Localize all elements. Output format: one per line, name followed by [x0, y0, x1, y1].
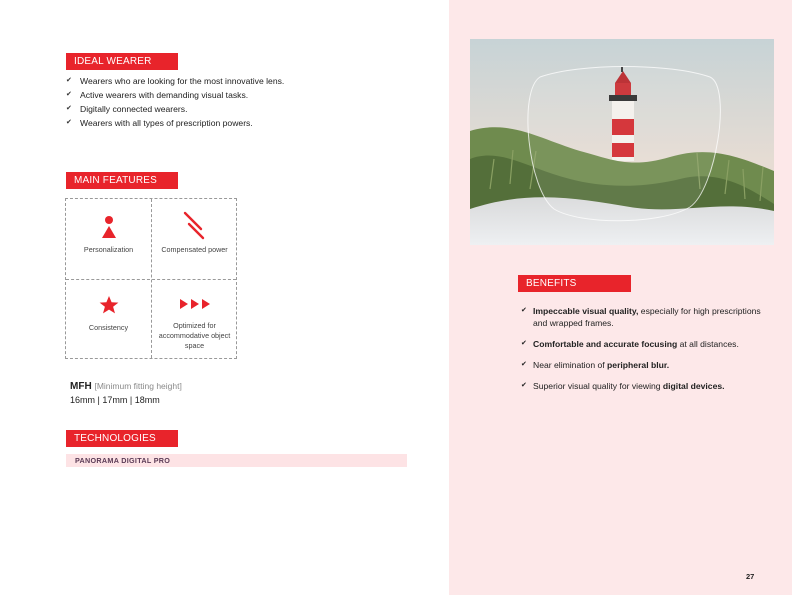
- list-item: ✔ Superior visual quality for viewing digital devices.: [521, 381, 725, 391]
- list-item: ✔ Impeccable visual quality, especially for high prescriptions and wrapped frames.: [521, 306, 761, 328]
- check-icon: ✔: [521, 340, 527, 347]
- lighthouse-photo: [470, 39, 774, 245]
- list-item: ✔ Comfortable and accurate focusing at all distances.: [521, 339, 739, 349]
- ideal-wearer-list: [66, 76, 284, 132]
- check-icon: ✔: [66, 119, 72, 126]
- feature-optimized-object-space: Optimized for accommodative object space: [152, 280, 237, 360]
- check-icon: ✔: [66, 105, 72, 112]
- compensated-power-icon: [182, 211, 206, 241]
- list-item: ✔ Near elimination of peripheral blur.: [521, 360, 670, 370]
- mfh-abbr: MFH: [70, 381, 92, 392]
- mfh-values: 16mm | 17mm | 18mm: [70, 395, 160, 405]
- check-icon: ✔: [521, 361, 527, 368]
- feature-compensated-power: Compensated power: [152, 199, 237, 279]
- lighthouse-image: [470, 39, 774, 245]
- star-icon: [99, 295, 119, 315]
- mfh-description: [Minimum fitting height]: [94, 381, 182, 391]
- list-item: ✔ Active wearers with demanding visual tasks.: [66, 90, 249, 100]
- main-features-heading: MAIN FEATURES: [66, 172, 178, 189]
- features-grid: [65, 198, 237, 359]
- personalization-icon: [100, 215, 118, 239]
- feature-consistency: Consistency: [66, 280, 151, 360]
- benefits-heading: BENEFITS: [518, 275, 631, 292]
- page-number: 27: [746, 572, 755, 581]
- benefits-list: [521, 305, 771, 401]
- check-icon: ✔: [66, 91, 72, 98]
- feature-personalization: Personalization: [66, 199, 151, 279]
- technology-item: PANORAMA DIGITAL PRO: [66, 454, 407, 467]
- check-icon: ✔: [521, 307, 527, 314]
- triple-arrow-icon: [179, 298, 211, 310]
- technologies-heading: TECHNOLOGIES: [66, 430, 178, 447]
- list-item: ✔ Wearers with all types of prescription powers.: [66, 118, 253, 128]
- check-icon: ✔: [521, 382, 527, 389]
- check-icon: ✔: [66, 77, 72, 84]
- ideal-wearer-heading: IDEAL WEARER: [66, 53, 178, 70]
- mfh-heading: [70, 381, 182, 392]
- list-item: ✔ Digitally connected wearers.: [66, 104, 188, 114]
- list-item: ✔ Wearers who are looking for the most innovative lens.: [66, 76, 285, 86]
